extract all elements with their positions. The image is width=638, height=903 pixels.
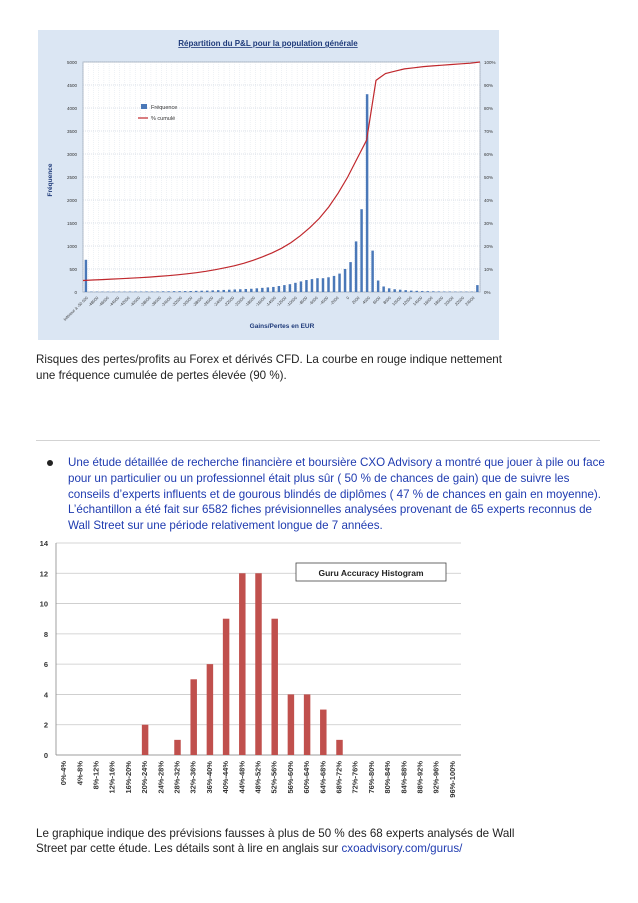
- x-tick-label: -48000: [87, 295, 100, 308]
- x-tick-label: 24%-28%: [156, 761, 166, 794]
- y2-tick-label: 70%: [484, 129, 494, 134]
- x-tick-label: 32%-36%: [188, 761, 198, 794]
- bullet-item: [38, 455, 606, 534]
- frequency-bar: [399, 290, 401, 292]
- x-tick-label: 22000: [453, 295, 466, 307]
- x-tick-label: 2000: [350, 295, 361, 306]
- x-tick-label: -30000: [181, 295, 194, 308]
- frequency-bar: [278, 286, 280, 292]
- y-tick-label: 500: [69, 267, 77, 272]
- x-tick-label: 92%-96%: [431, 761, 441, 794]
- frequency-bar: [294, 283, 296, 292]
- frequency-bar: [344, 269, 346, 292]
- accuracy-bar: [174, 740, 180, 755]
- x-tick-label: -32000: [170, 295, 183, 308]
- frequency-bar: [234, 289, 236, 292]
- frequency-bar: [217, 290, 219, 292]
- frequency-bar: [184, 291, 186, 292]
- x-tick-label: -42000: [118, 295, 131, 308]
- x-tick-label: 0: [344, 295, 351, 301]
- x-tick-label: 4%-8%: [75, 761, 85, 786]
- x-tick-label: 0%-4%: [59, 761, 69, 786]
- frequency-bar: [289, 284, 291, 292]
- y-tick-label: 8: [43, 629, 48, 639]
- y2-tick-label: 80%: [484, 106, 494, 111]
- frequency-bar: [338, 274, 340, 292]
- x-tick-label: 60%-64%: [302, 761, 312, 794]
- y-tick-label: 4500: [66, 83, 77, 88]
- frequency-bar: [167, 291, 169, 292]
- x-tick-label: 16000: [422, 295, 434, 307]
- x-tick-label: -22000: [222, 295, 236, 308]
- x-tick-label: -14000: [264, 295, 277, 308]
- x-tick-label: 18000: [432, 295, 445, 307]
- frequency-bar: [476, 285, 478, 292]
- frequency-bar: [223, 290, 225, 292]
- frequency-bar: [366, 94, 368, 292]
- frequency-bar: [371, 251, 373, 292]
- x-tick-label: -8000: [297, 295, 309, 306]
- frequency-bar: [388, 288, 390, 292]
- x-tick-label: 20000: [443, 295, 455, 307]
- bullet-text: Une étude détaillée de recherche financière et boursière CXO Advisory a montré que jouer à pile ou face pour un particulier ou un professionnel était plus sûr ( 50 % de chances de gain) que de suivre les conseils d’experts influents et de gourous blindés de diplômes ( 47 % de chances en gain en moyenne). L’échantillon a été fait sur 6582 fiches prévisionnelles analysées provenant de 65 experts reconnus de Wall Street sur une période relativement longue de 7 années.: [68, 456, 605, 533]
- chart2-title: Guru Accuracy Histogram: [318, 568, 424, 578]
- accuracy-bar: [190, 679, 196, 755]
- bullet-dot-icon: [47, 460, 53, 466]
- x-tick-label: 28%-32%: [172, 761, 182, 794]
- frequency-bar: [228, 290, 230, 292]
- y2-tick-label: 20%: [484, 244, 494, 249]
- y-tick-label: 14: [39, 539, 48, 548]
- frequency-bar: [145, 291, 147, 292]
- x-tick-label: 16%-20%: [123, 761, 133, 794]
- cxoadvisory-link[interactable]: cxoadvisory.com/gurus/: [341, 842, 463, 856]
- pnl-distribution-chart: [38, 30, 499, 340]
- y2-tick-label: 10%: [484, 267, 494, 272]
- chart2-caption: [36, 826, 516, 857]
- x-tick-label: 64%-68%: [318, 761, 328, 794]
- x-tick-label: 8000: [382, 295, 392, 306]
- x-tick-label: 12%-16%: [107, 761, 117, 794]
- frequency-bar: [305, 280, 307, 292]
- accuracy-bar: [255, 573, 261, 755]
- y-tick-label: 2: [43, 720, 48, 730]
- frequency-bar: [355, 241, 357, 292]
- legend-bar-label: Fréquence: [151, 105, 178, 111]
- y-tick-label: 1000: [66, 244, 77, 249]
- frequency-bar: [438, 291, 440, 292]
- accuracy-bar: [336, 740, 342, 755]
- accuracy-bar: [288, 694, 294, 755]
- frequency-bar: [393, 289, 395, 292]
- frequency-bar: [382, 286, 384, 292]
- frequency-bar: [195, 291, 197, 292]
- accuracy-bar: [239, 573, 245, 755]
- frequency-bar: [178, 291, 180, 292]
- y2-tick-label: 90%: [484, 83, 494, 88]
- x-tick-label: 68%-72%: [334, 761, 344, 794]
- y2-tick-label: 40%: [484, 198, 494, 203]
- section-divider: [36, 440, 600, 441]
- x-tick-label: 52%-56%: [269, 761, 279, 794]
- frequency-bar: [206, 291, 208, 292]
- y2-tick-label: 0%: [484, 290, 491, 295]
- x-tick-label: 72%-76%: [350, 761, 360, 794]
- x-tick-label: 56%-60%: [285, 761, 295, 794]
- frequency-bar: [283, 285, 285, 292]
- y-tick-label: 3000: [66, 152, 77, 157]
- frequency-bar: [211, 290, 213, 292]
- y-tick-label: 1500: [66, 221, 77, 226]
- x-tick-label: 10000: [390, 295, 403, 307]
- legend-line-label: % cumulé: [151, 116, 176, 122]
- frequency-bar: [189, 291, 191, 292]
- x-tick-label: -18000: [243, 295, 257, 308]
- x-tick-label: 80%-84%: [383, 761, 393, 794]
- y-tick-label: 0: [74, 290, 77, 295]
- frequency-bar: [349, 262, 351, 292]
- frequency-bar: [427, 291, 429, 292]
- x-tick-label: -36000: [149, 295, 163, 308]
- x-tick-label: -12000: [275, 295, 288, 308]
- frequency-bar: [162, 291, 164, 292]
- x-tick-label: -28000: [191, 295, 204, 308]
- x-tick-label: 20%-24%: [140, 761, 150, 794]
- y2-tick-label: 50%: [484, 175, 494, 180]
- frequency-bar: [404, 290, 406, 292]
- y-tick-label: 2000: [66, 198, 77, 203]
- y-tick-label: 10: [39, 599, 48, 609]
- x-tick-label: 8%-12%: [91, 761, 101, 790]
- x-tick-label: Inférieur à -50 000: [62, 295, 89, 322]
- frequency-bar: [173, 291, 175, 292]
- frequency-bar: [151, 291, 153, 292]
- frequency-bar: [360, 209, 362, 292]
- x-tick-label: 44%-48%: [237, 761, 247, 794]
- frequency-bar: [327, 277, 329, 292]
- guru-chart-svg: [36, 535, 464, 821]
- y-tick-label: 4: [43, 690, 48, 700]
- y-axis-label: Fréquence: [47, 163, 54, 197]
- frequency-bar: [250, 289, 252, 292]
- y2-tick-label: 30%: [484, 221, 494, 226]
- y-tick-label: 3500: [66, 129, 77, 134]
- x-tick-label: -46000: [97, 295, 110, 308]
- x-tick-label: 84%-88%: [399, 761, 409, 794]
- x-tick-label: 12000: [401, 295, 413, 307]
- x-tick-label: 40%-44%: [221, 761, 231, 794]
- frequency-bar: [410, 291, 412, 292]
- accuracy-bar: [142, 725, 148, 755]
- pnl-chart-svg: [38, 30, 499, 340]
- frequency-bar: [415, 291, 417, 292]
- accuracy-bar: [304, 694, 310, 755]
- x-tick-label: 48%-52%: [253, 761, 263, 794]
- x-axis-label: Gains/Pertes en EUR: [249, 323, 315, 330]
- y-tick-label: 12: [39, 569, 48, 579]
- x-tick-label: 14000: [411, 295, 424, 307]
- frequency-bar: [322, 278, 324, 292]
- x-tick-label: -16000: [254, 295, 267, 308]
- frequency-bar: [261, 288, 263, 292]
- bullet-list: [38, 455, 606, 534]
- accuracy-bar: [207, 664, 213, 755]
- x-tick-label: -44000: [107, 295, 121, 308]
- x-tick-label: 76%-80%: [366, 761, 376, 794]
- frequency-bar: [156, 291, 158, 292]
- chart2-caption-text: Le graphique indique des prévisions fausses à plus de 50 % des 68 experts analysés de Wall Street par cette étude. Les détails sont à lire en anglais sur: [36, 827, 515, 856]
- y2-tick-label: 100%: [484, 60, 496, 65]
- frequency-bar: [256, 288, 258, 292]
- x-tick-label: 96%-100%: [447, 761, 457, 798]
- x-tick-label: -10000: [285, 295, 298, 308]
- x-tick-label: 36%-40%: [204, 761, 214, 794]
- x-tick-label: 4000: [361, 295, 372, 306]
- frequency-bar: [432, 291, 434, 292]
- x-tick-label: -34000: [160, 295, 173, 308]
- x-tick-label: 24000: [464, 295, 476, 307]
- x-tick-label: -2000: [328, 295, 340, 306]
- legend-bar-swatch: [141, 104, 147, 109]
- frequency-bar: [300, 281, 302, 292]
- x-tick-label: -6000: [308, 295, 319, 306]
- frequency-bar: [311, 279, 313, 292]
- guru-accuracy-chart: [36, 535, 464, 821]
- x-tick-label: 88%-92%: [415, 761, 425, 794]
- chart1-caption: Risques des pertes/profits au Forex et dérivés CFD. La courbe en rouge indique nettement une fréquence cumulée de pertes élevée (90 %).: [36, 353, 502, 382]
- y2-tick-label: 60%: [484, 152, 494, 157]
- accuracy-bar: [223, 619, 229, 755]
- y-tick-label: 4000: [66, 106, 77, 111]
- y-tick-label: 2500: [66, 175, 77, 180]
- frequency-bar: [267, 287, 269, 292]
- frequency-bar: [421, 291, 423, 292]
- frequency-bar: [245, 289, 247, 292]
- y-tick-label: 6: [43, 660, 48, 670]
- accuracy-bar: [320, 710, 326, 755]
- accuracy-bar: [271, 619, 277, 755]
- y-tick-label: 5000: [66, 60, 77, 65]
- frequency-bar: [377, 281, 379, 293]
- x-tick-label: -24000: [212, 295, 225, 308]
- frequency-bar: [316, 278, 318, 292]
- x-tick-label: -38000: [139, 295, 152, 308]
- frequency-bar: [239, 289, 241, 292]
- frequency-bar: [333, 276, 335, 292]
- x-tick-label: -40000: [128, 295, 142, 308]
- x-tick-label: -20000: [233, 295, 246, 308]
- x-tick-label: 6000: [371, 295, 382, 306]
- chart1-title: Répartition du P&L pour la population générale: [178, 39, 358, 48]
- frequency-bar: [272, 287, 274, 292]
- x-tick-label: -4000: [318, 295, 330, 306]
- frequency-bar: [200, 291, 202, 292]
- frequency-bar: [85, 260, 87, 292]
- y-tick-label: 0: [43, 751, 48, 760]
- x-tick-label: -26000: [201, 295, 215, 308]
